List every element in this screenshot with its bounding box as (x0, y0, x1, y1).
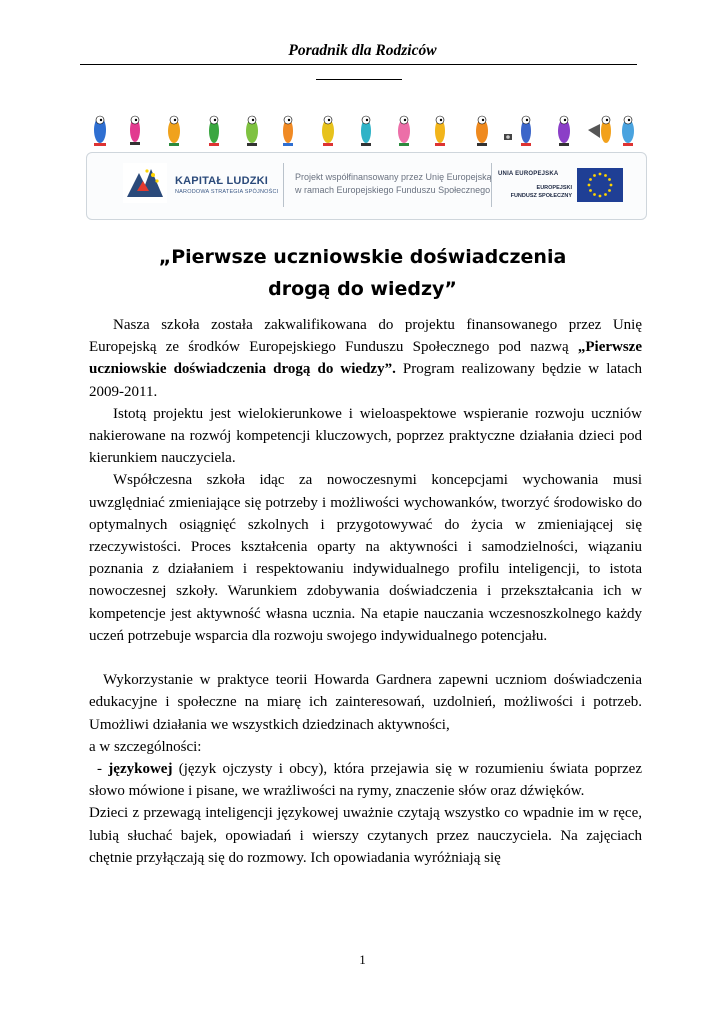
figure-icon (558, 116, 570, 146)
page-number: 1 (359, 952, 366, 967)
figure-icon (504, 116, 531, 146)
eu-fund-line-2: FUNDUSZ SPOŁECZNY (510, 193, 572, 199)
bullet-description: (język ojczysty i obcy), która przejawia się w rozumieniu świata poprzez słowo mówione i pisane, we wrażliwości na rymy, znaczenie słów oraz dźwięków. (89, 761, 642, 800)
figure-icon (283, 116, 293, 146)
figure-icon (476, 116, 488, 146)
project-line-2: w ramach Europejskiego Funduszu Społecznego (295, 185, 491, 195)
eu-funding-banner (86, 152, 647, 220)
eu-fund-line-1: EUROPEJSKI (536, 185, 572, 191)
paragraph-goal: Istotą projektu jest wielokierunkowe i wieloaspektowe wspieranie rozwoju uczniów nakierowane na rozwój kompetencji kluczowych, poprzez praktyczne działania dzieci pod kierunkiem nauczyciela. (89, 405, 642, 467)
document-title (0, 241, 725, 305)
cartoon-figures-strip (88, 110, 640, 156)
header-short-rule (316, 79, 402, 80)
program-title: KAPITAŁ LUDZKI (175, 175, 269, 187)
project-line-1: Projekt współfinansowany przez Unię Europejską (295, 172, 492, 182)
running-header: Poradnik dla Rodziców (288, 42, 437, 59)
bullet-linguistic (89, 758, 642, 802)
eu-fund-label (498, 184, 572, 200)
header-rule (80, 64, 637, 65)
figure-icon (622, 116, 634, 146)
bullet-dash: - (97, 761, 109, 778)
bullet-term: językowej (108, 761, 173, 778)
paragraph-gardner: Wykorzystanie w praktyce teorii Howarda Gardnera zapewni uczniom doświadczenia edukacyjne i społeczne na miarę ich zainteresowań, uzdolnień, możliwości i potrzeb. Umożliwi działania we wszystkich dziedzinach aktywności, (89, 672, 642, 733)
figure-icon (322, 116, 334, 146)
figure-icon (209, 116, 219, 146)
paragraph-modern-school: Współczesna szkoła idąc za nowoczesnymi koncepcjami wychowania musi uwzględniać zmieniające się potrzeby i możliwości wychowanków, tworzyć środowisko do optymalnych osiągnięć szkolnych i przygotowywać do życia w zmieniającej się rzeczywistości. Proces kształcenia oparty na aktywności i samodzielności, wiązaniu poznania z działaniem i respektowaniu indywidualnego profilu inteligencji, to istota nowoczesnej szkoły. Warunkiem zdobywania doświadczenia i przekształcania ich w kompetencje jest aktywność własna ucznia. Na etapie nauczania wczesnoszkolnego każdy uczeń potrzebuje wsparcia dla rozwoju swojego indywidualnego potencjału. (89, 472, 642, 644)
figure-icon (398, 116, 410, 146)
figure-icon (435, 116, 445, 146)
banner-divider (491, 163, 492, 207)
eu-flag-icon (577, 168, 623, 202)
title-line-1: „Pierwsze uczniowskie doświadczenia (158, 246, 567, 268)
figure-icon (130, 116, 140, 145)
banner-divider (283, 163, 284, 207)
figure-icon (168, 116, 180, 146)
paragraph-gardner-end: a w szczególności: (89, 738, 202, 755)
figure-icon (588, 116, 611, 143)
figure-icon (246, 116, 258, 146)
paragraph-linguistic-children: Dzieci z przewagą inteligencji językowej uważnie czytają wszystko co wpadnie im w ręce, lubią słuchać bajek, opowiadań i wierszy czytanych przez nauczyciela. Na zajęciach chętnie przyłączają się do rozmowy. Ich opowiadania wyróżniają się (89, 805, 642, 866)
figure-icon (94, 116, 106, 146)
program-subtitle: NARODOWA STRATEGIA SPÓJNOŚCI (175, 189, 279, 195)
figure-icon (361, 116, 371, 146)
eu-title: UNIA EUROPEJSKA (498, 171, 559, 177)
intro-text-end: Program realizowany będzie w latach 2009-2011. (89, 361, 643, 400)
kapital-ludzki-logo-icon (123, 163, 167, 203)
paragraph-intro (89, 314, 642, 403)
project-statement (295, 171, 495, 197)
project-name: „Pierwsze uczniowskie doświadczenia drogą do wiedzy”. (89, 339, 642, 378)
body-text (89, 314, 642, 869)
blank-line (89, 647, 642, 669)
title-line-2: drogą do wiedzy” (268, 278, 457, 300)
intro-text: Nasza szkoła została zakwalifikowana do projektu finansowanego przez Unię Europejską ze środków Europejskiego Funduszu Społecznego pod nazwą (89, 317, 642, 356)
